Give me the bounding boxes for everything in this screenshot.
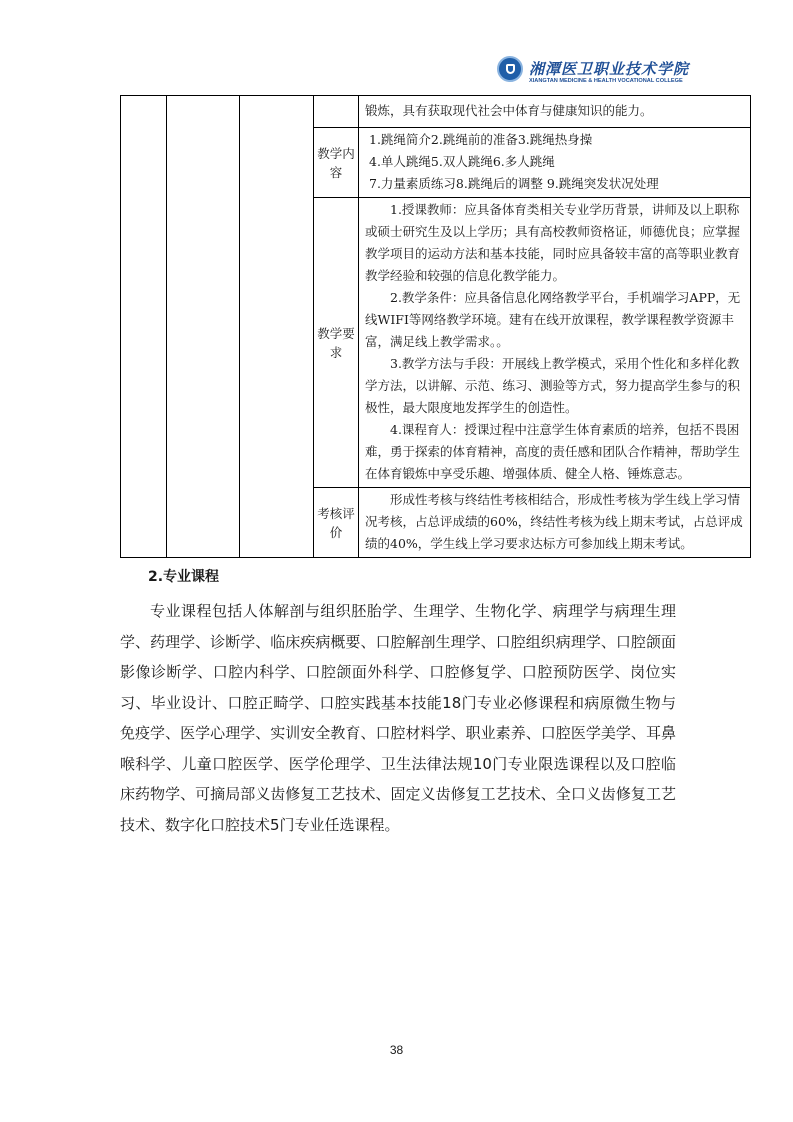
teaching-content-label: 教学内容: [314, 128, 359, 198]
content-line: 7.力量素质练习8.跳绳后的调整 9.跳绳突发状况处理: [369, 176, 659, 191]
empty-cell: [167, 96, 240, 558]
teaching-requirements-cell: [359, 198, 751, 488]
college-name-en: XIANGTAN MEDICINE & HEALTH VOCATIONAL COLLEGE: [529, 78, 683, 84]
college-logo: [497, 56, 697, 92]
top-row-text: 锻炼，具有获取现代社会中体育与健康知识的能力。: [359, 96, 751, 128]
content-line: 1.跳绳简介2.跳绳前的准备3.跳绳热身操: [369, 132, 593, 147]
assessment-text: 形成性考核与终结性考核相结合，形成性考核为学生线上学习情况考核，占总评成绩的60%，终结性考核为线上期末考试，占总评成绩的40%，学生线上学习要求达标方可参加线上期末考试。: [365, 492, 743, 551]
table-row: [121, 96, 751, 128]
college-name-cn: 湘潭医卫职业技术学院: [529, 60, 690, 78]
section-heading: 2.专业课程: [148, 569, 220, 585]
empty-cell: [121, 96, 167, 558]
teaching-content-cell: [359, 128, 751, 198]
requirement-paragraph: 3.教学方法与手段：开展线上教学模式，采用个性化和多样化教学方法，以讲解、示范、练习、测验等方式，努力提高学生参与的积极性，最大限度地发挥学生的创造性。: [365, 356, 741, 415]
assessment-cell: [359, 488, 751, 558]
course-table: [120, 95, 751, 558]
empty-cell: [314, 96, 359, 128]
teaching-requirements-label: 教学要求: [314, 198, 359, 488]
assessment-label: 考核评价: [314, 488, 359, 558]
requirement-paragraph: 1.授课教师：应具备体育类相关专业学历背景，讲师及以上职称或硕士研究生及以上学历；具有高校教师资格证，师德优良；应掌握教学项目的运动方法和基本技能，同时应具备较丰富的高等职业教育教学经验和较强的信息化教学能力。: [365, 202, 741, 283]
content-line: 4.单人跳绳5.双人跳绳6.多人跳绳: [369, 154, 555, 169]
college-emblem-icon: [497, 56, 523, 82]
empty-cell: [240, 96, 314, 558]
requirement-paragraph: 2.教学条件：应具备信息化网络教学平台，手机端学习APP，无线WIFI等网络教学环境。建有在线开放课程，教学课程教学资源丰富，满足线上教学需求。。: [365, 290, 741, 349]
page-number: 38: [389, 1043, 404, 1057]
requirement-paragraph: 4.课程育人：授课过程中注意学生体育素质的培养，包括不畏困难，勇于探索的体育精神，高度的责任感和团队合作精神，帮助学生在体育锻炼中享受乐趣、增强体质、健全人格、锤炼意志。: [365, 422, 741, 481]
section-body: 专业课程包括人体解剖与组织胚胎学、生理学、生物化学、病理学与病理生理学、药理学、诊断学、临床疾病概要、口腔解剖生理学、口腔组织病理学、口腔颌面影像诊断学、口腔内科学、口腔颌面外科学、口腔修复学、口腔预防医学、岗位实习、毕业设计、口腔正畸学、口腔实践基本技能18门专业必修课程和病原微生物与免疫学、医学心理学、实训安全教育、口腔材料学、职业素养、口腔医学美学、耳鼻喉科学、儿童口腔医学、医学伦理学、卫生法律法规10门专业限选课程以及口腔临床药物学、可摘局部义齿修复工艺技术、固定义齿修复工艺技术、全口义齿修复工艺技术、数字化口腔技术5门专业任选课程。: [120, 602, 676, 834]
